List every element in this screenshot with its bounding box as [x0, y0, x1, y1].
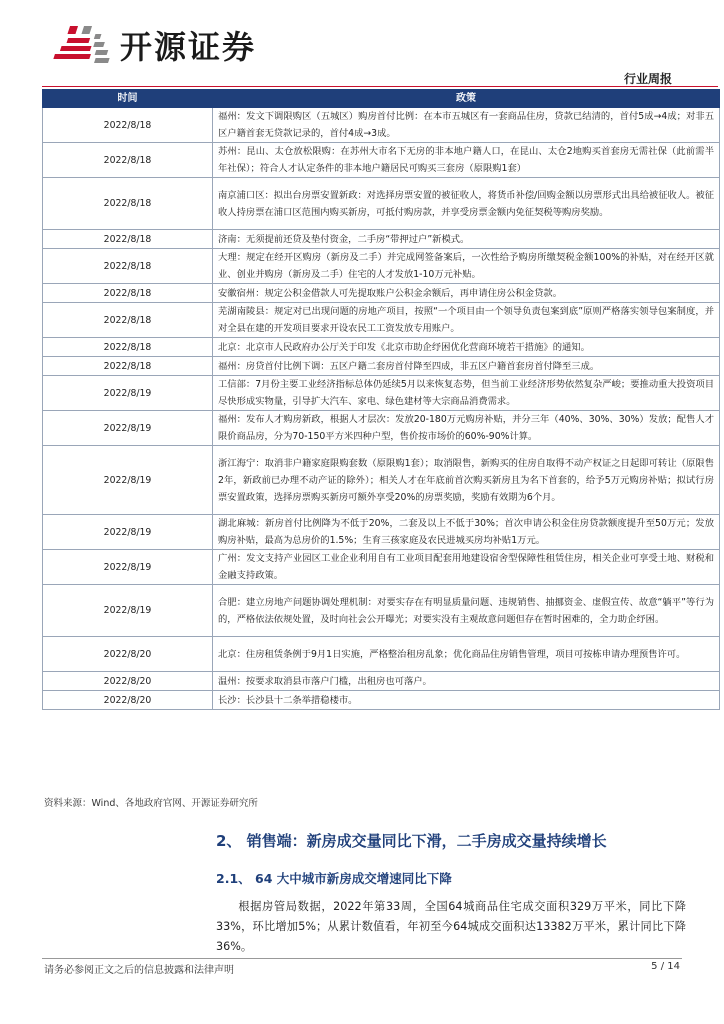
column-header-policy: 政策: [213, 90, 720, 108]
row-policy: 济南：无须提前还贷及垫付资金，二手房“带押过户”新模式。: [213, 230, 720, 249]
row-date: 2022/8/18: [43, 108, 213, 143]
row-policy: 工信部：7月份主要工业经济指标总体仍延续5月以来恢复态势，但当前工业经济形势依然复杂严峻；要推动重大投资项目尽快形成实物量，引导扩大汽车、家电、绿色建材等大宗商品消费需求。: [213, 376, 720, 411]
row-date: 2022/8/19: [43, 585, 213, 637]
table-row: [43, 338, 720, 357]
row-date: 2022/8/20: [43, 637, 213, 672]
footer-disclaimer: 请务必参阅正文之后的信息披露和法律声明: [44, 965, 234, 976]
row-policy: 温州：按要求取消县市落户门槛，出租房也可落户。: [213, 672, 720, 691]
header-divider: [42, 86, 718, 87]
row-date: 2022/8/19: [43, 446, 213, 515]
row-policy: 合肥：建立房地产问题协调处理机制：对要实存在有明显质量问题、违规销售、抽挪资金、虚假宣传、故意“躺平”等行为的，严格依法依规处置，及时向社会公开曝光；对要实没有主观故意问题但存在暂时困难的，全力助企纾困。: [213, 585, 720, 637]
table-row: [43, 550, 720, 585]
company-logo-text: 开源证券: [120, 28, 257, 66]
column-header-time: 时间: [43, 90, 213, 108]
table-row: [43, 585, 720, 637]
table-row: [43, 230, 720, 249]
table-row: [43, 376, 720, 411]
row-date: 2022/8/19: [43, 376, 213, 411]
subsection-heading: 2.1、 64 大中城市新房成交增速同比下降: [216, 871, 452, 886]
row-policy: 福州：发文下调限购区（五城区）购房首付比例：在本市五城区有一套商品住房，贷款已结清的，首付5成→4成；对非五区户籍首套无贷款记录的，首付4成→3成。: [213, 108, 720, 143]
table-header-row: [43, 90, 720, 108]
row-date: 2022/8/19: [43, 515, 213, 550]
table-row: [43, 303, 720, 338]
row-date: 2022/8/18: [43, 230, 213, 249]
table-row: [43, 357, 720, 376]
table-row: [43, 446, 720, 515]
row-date: 2022/8/18: [43, 338, 213, 357]
table-row: [43, 515, 720, 550]
row-policy: 福州：房贷首付比例下调：五区户籍二套房首付降至四成，非五区户籍首套房首付降至三成。: [213, 357, 720, 376]
table-row: [43, 284, 720, 303]
footer-divider: [42, 958, 682, 959]
row-policy: 苏州：昆山、太仓放松限购：在苏州大市名下无房的非本地户籍人口，在昆山、太仓2地购买首套房无需社保（此前需半年社保）；符合人才认定条件的非本地户籍居民可购买三套房（原限购1套）: [213, 143, 720, 178]
row-date: 2022/8/20: [43, 672, 213, 691]
row-date: 2022/8/18: [43, 249, 213, 284]
table-row: [43, 672, 720, 691]
row-policy: 浙江海宁：取消非户籍家庭限购套数（原限购1套）；取消限售，新购买的住房自取得不动产权证之日起即可转让（原限售2年，新政前已办理不动产证的除外）；相关人才在年底前首次购买新房且为名下首套的，给予5万元购房补贴；拟试行房票安置政策，选择房票购买新房可额外享受20%的房票奖励，奖励有效期为6个月。: [213, 446, 720, 515]
row-date: 2022/8/18: [43, 284, 213, 303]
table-source-note: 资料来源：Wind、各地政府官网、开源证券研究所: [44, 798, 258, 809]
row-policy: 北京：北京市人民政府办公厅关于印发《北京市助企纾困优化营商环境若干措施》的通知。: [213, 338, 720, 357]
row-date: 2022/8/18: [43, 178, 213, 230]
table-row: [43, 691, 720, 710]
row-policy: 芜湖南陵县：规定对已出现问题的房地产项目，按照“一个项目由一个领导负责包案到底”原则严格落实领导包案制度，并对全县在建的开发项目要求开设农民工工资发放专用账户。: [213, 303, 720, 338]
row-date: 2022/8/19: [43, 550, 213, 585]
table-row: [43, 108, 720, 143]
report-type-tag: 行业周报: [623, 72, 672, 86]
table-row: [43, 143, 720, 178]
row-policy: 广州：发文支持产业园区工业企业利用自有工业项目配套用地建设宿舍型保障性租赁住房，相关企业可享受土地、财税和金融支持政策。: [213, 550, 720, 585]
row-policy: 北京：住房租赁条例于9月1日实施，严格整治租房乱象；优化商品住房销售管理，项目可按栋申请办理预售许可。: [213, 637, 720, 672]
row-date: 2022/8/18: [43, 303, 213, 338]
row-date: 2022/8/18: [43, 357, 213, 376]
row-policy: 南京浦口区：拟出台房票安置新政：对选择房票安置的被征收人，将货币补偿/回购金额以房票形式出具给被征收人。被征收人持房票在浦口区范围内购买新房，可抵付购房款，并享受房票金额内免征契税等购房奖励。: [213, 178, 720, 230]
row-policy: 长沙：长沙县十二条举措稳楼市。: [213, 691, 720, 710]
table-row: [43, 178, 720, 230]
table-row: [43, 411, 720, 446]
row-policy: 湖北麻城：新房首付比例降为不低于20%，二套及以上不低于30%；首次申请公积金住房贷款额度提升至50万元；发放购房补贴，最高为总房价的1.5%；生育三孩家庭及农民进城买房均补贴1万元。: [213, 515, 720, 550]
section-heading: 2、 销售端：新房成交量同比下滑，二手房成交量持续增长: [216, 832, 607, 850]
row-policy: 大理：规定在经开区购房（新房及二手）并完成网签备案后，一次性给予购房所缴契税金额100%的补贴，对在经开区就业、创业并购房（新房及二手）住宅的人才发放1-10万元补贴。: [213, 249, 720, 284]
row-date: 2022/8/20: [43, 691, 213, 710]
table-row: [43, 249, 720, 284]
body-paragraph: 根据房管局数据，2022年第33周，全国64城商品住宅成交面积329万平米，同比下降33%，环比增加5%；从累计数值看，年初至今64城成交面积达13382万平米，累计同比下降36%。: [216, 900, 686, 953]
row-date: 2022/8/19: [43, 411, 213, 446]
policy-table: [42, 89, 720, 710]
page-number: 5 / 14: [651, 961, 680, 972]
row-date: 2022/8/18: [43, 143, 213, 178]
table-row: [43, 637, 720, 672]
row-policy: 安徽宿州：规定公积金借款人可先提取账户公积金余额后，再申请住房公积金贷款。: [213, 284, 720, 303]
row-policy: 福州：发布人才购房新政，根据人才层次：发放20-180万元购房补贴，并分三年（40%、30%、30%）发放；配售人才限价商品房，分为70-150平方米四种户型，售价按市场价的60%-90%计算。: [213, 411, 720, 446]
